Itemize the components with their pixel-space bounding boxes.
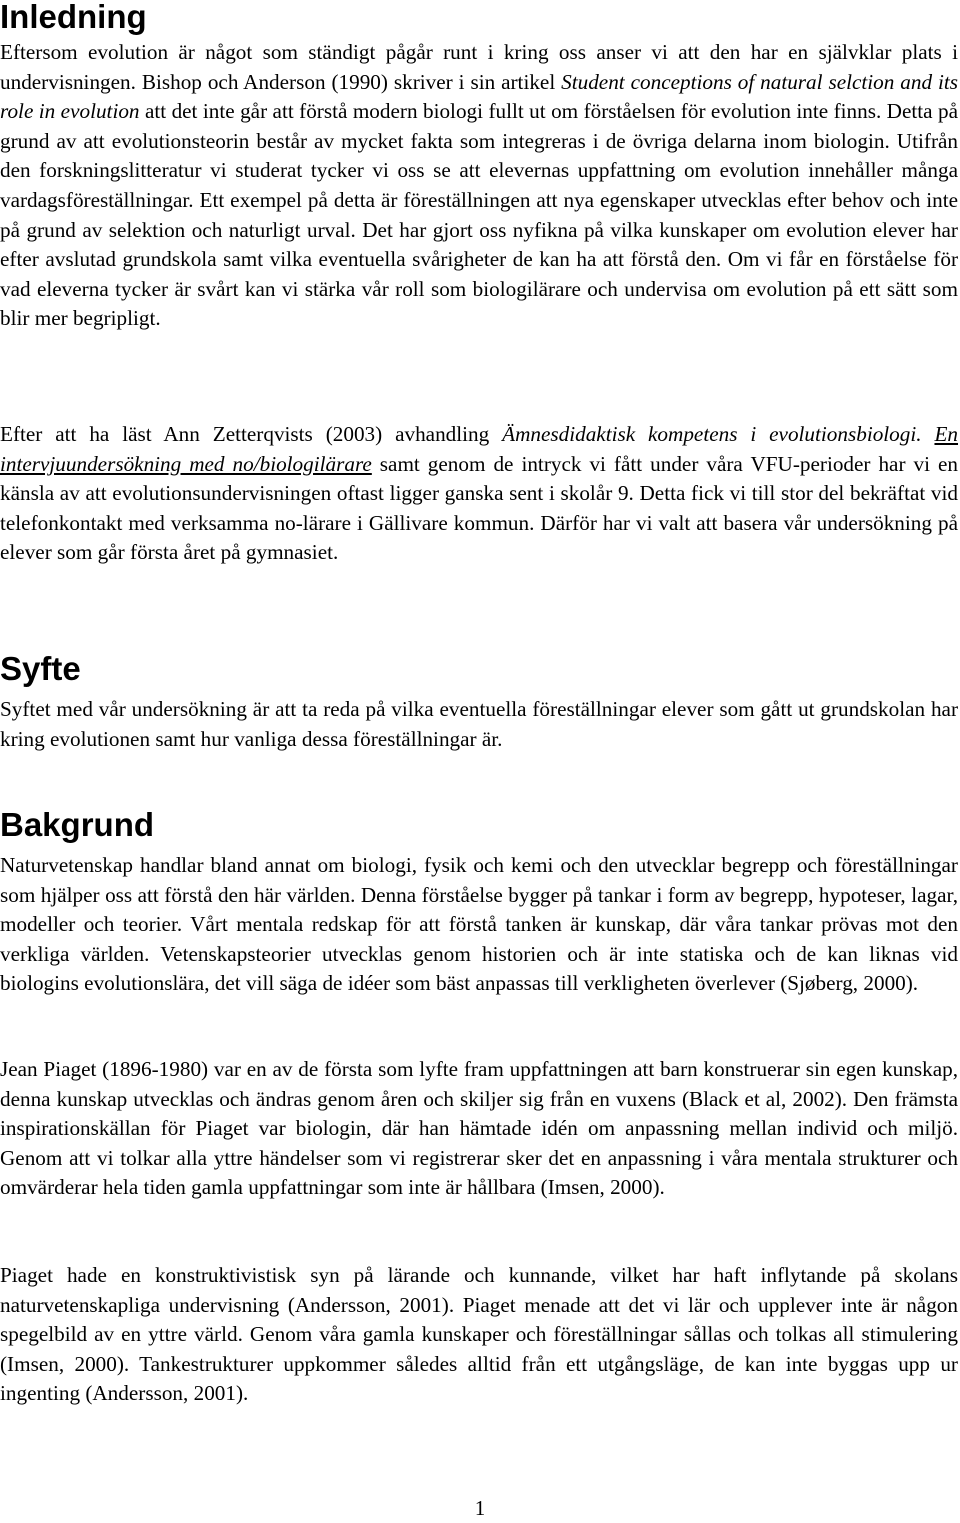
text-run: samt genom de intryck vi fått under våra VFU-perioder har vi en känsla av att evolutionsundervisningen oftast ligger ganska sent i skolår 9. Detta fick vi till stor del bekräftat vid telefonkontakt med verksamma no-lärare i Gällivare kommun. Därför har vi valt att basera vår undersökning på elever som går första året på gymnasiet. [0, 451, 958, 565]
heading-bakgrund: Bakgrund [0, 806, 155, 843]
heading-inledning: Inledning [0, 0, 147, 35]
heading-syfte: Syfte [0, 650, 81, 687]
paragraph-bakgrund-3: Piaget hade en konstruktivistisk syn på lärande och kunnande, vilket har haft inflytande på skolans naturvetenskapliga undervisning (Andersson, 2001). Piaget menade att det vi lär och upplever inte är någon spegelbild av en yttre värld. Genom våra gamla kunskaper och föreställningar sållas och tolkas all stimulering (Imsen, 2000). Tankestrukturer uppkommer således alltid från ett utgångsläge, de kan inte byggas upp ur ingenting (Andersson, 2001). [0, 1263, 958, 1406]
text-run [922, 422, 935, 446]
paragraph-bakgrund-1: Naturvetenskap handlar bland annat om biologi, fysik och kemi och den utvecklar begrepp och föreställningar som hjälper oss att förstå den här världen. Denna förståelse bygger på tankar i form av begrepp, hypoteser, lagar, modeller och teorier. Vårt mentala redskap för att förstå tanken är kunskap, där våra tankar prövas mot den verkliga världen. Vetenskapsteorier utvecklas genom historien och är inte statiska och de kan liknas vid biologins evolutionslära, det vill säga de idéer som bäst anpassas till verkligheten överlever (Sjøberg, 2000). [0, 853, 958, 996]
text-run: Efter att ha läst Ann Zetterqvists (2003) avhandling [0, 422, 503, 446]
paragraph-inledning-1 [0, 38, 958, 334]
paragraph-syfte: Syftet med vår undersökning är att ta reda på vilka eventuella föreställningar elever som gått ut grundskolan har kring evolutionen samt hur vanliga dessa föreställningar är. [0, 697, 958, 751]
text-run: att det inte går att förstå modern biologi fullt ut om förståelsen för evolution inte finns. Detta på grund av att evolutionsteorin består av mycket fakta som integreras i de övriga delarna inom biologin. Utifrån den forskningslitteratur vi studerat tycker vi oss se att elevernas uppfattning om evolution innehåller många vardagsföreställningar. Ett exempel på detta är föreställningen att nya egenskaper utvecklas efter behov och inte på grund av selektion och naturligt urval. Det har gjort oss nyfikna på vilka kunskaper om evolution elever har efter avslutad grundskola samt vilka eventuella svårigheter de kan ha att förstå den. Om vi får en förståelse för vad eleverna tycker är svårt kan vi stärka vår roll som biologilärare och undervisa om evolution på ett sätt som blir mer begripligt. [0, 99, 958, 331]
page-number: 1 [474, 1496, 486, 1520]
thesis-subtitle: En intervjuundersökning med no/biologilärare [0, 422, 959, 476]
paragraph-bakgrund-2: Jean Piaget (1896-1980) var en av de första som lyfte fram uppfattningen att barn konstruerar sin egen kunskap, denna kunskap utvecklas och ändras genom åren och skiljer sig från en vuxens (Black et al, 2002). Den främsta inspirationskällan för Piaget var biologin, där han hämtade idén om anpassning mellan individ och miljö. Genom att vi tolkar alla yttre händelser som vi registrerar sker det en anpassning i våra mentala strukturer och omvärderar hela tiden gamla uppfattningar som inte är hållbara (Imsen, 2000). [0, 1057, 958, 1200]
article-title: Student conceptions of natural selction and its role in evolution [0, 69, 959, 124]
text-run: Eftersom evolution är något som ständigt pågår runt i kring oss anser vi att den har en självklar plats i undervisningen. Bishop och Anderson (1990) skriver i sin artikel [0, 40, 958, 94]
thesis-title: Ämnesdidaktisk kompetens i evolutionsbiologi. [502, 422, 922, 446]
paragraph-inledning-2 [0, 420, 958, 568]
